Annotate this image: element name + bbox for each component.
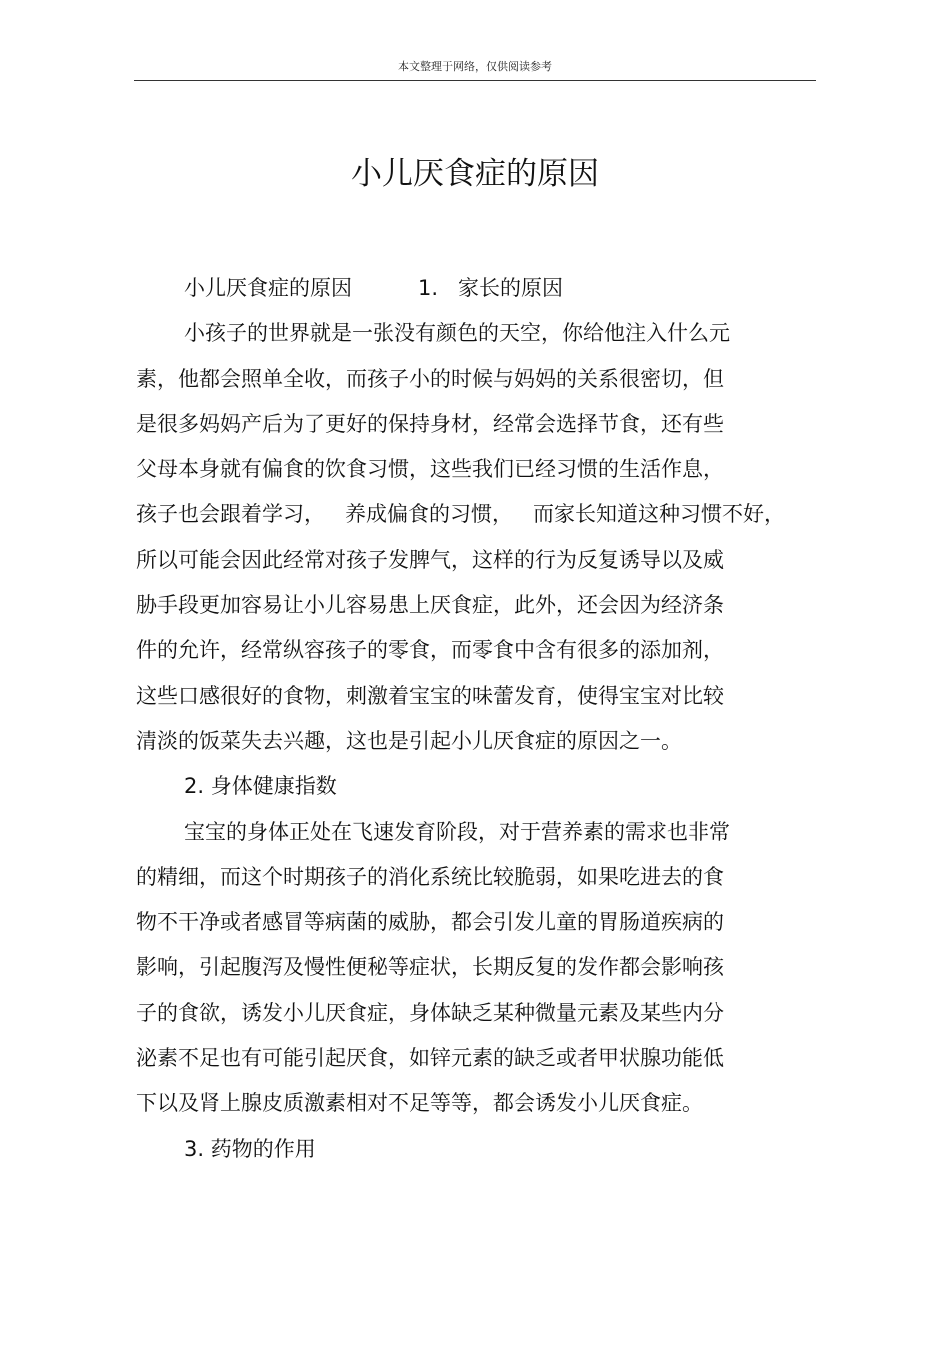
paragraph-line: 物不干净或者感冒等病菌的威胁，都会引发儿童的胃肠道疾病的 — [136, 910, 724, 935]
paragraph-line: 清淡的饭菜失去兴趣，这也是引起小儿厌食症的原因之一。 — [136, 728, 682, 753]
paragraph-line: 胁手段更加容易让小儿容易患上厌食症，此外，还会因为经济条 — [136, 593, 724, 618]
paragraph-line: 小孩子的世界就是一张没有颜色的天空，你给他注入什么元 — [184, 321, 730, 346]
document-body — [136, 266, 816, 1172]
section-heading-1: 家长的原因 — [458, 276, 564, 300]
paragraph-line: 影响，引起腹泻及慢性便秘等症状，长期反复的发作都会影响孩 — [136, 955, 724, 980]
line-segment: 而家长知道这种习惯不好， — [533, 502, 785, 527]
line-segment: 养成偏食的习惯， — [345, 502, 513, 527]
paragraph-line: 泌素不足也有可能引起厌食，如锌元素的缺乏或者甲状腺功能低 — [136, 1046, 724, 1071]
paragraph-line — [136, 492, 816, 537]
paragraph-line: 父母本身就有偏食的饮食习惯，这些我们已经习惯的生活作息， — [136, 457, 724, 482]
paragraph-line: 这些口感很好的食物，刺激着宝宝的味蕾发育，使得宝宝对比较 — [136, 683, 724, 708]
paragraph-line: 件的允许，经常纵容孩子的零食，而零食中含有很多的添加剂， — [136, 638, 724, 663]
paragraph-line: 素，他都会照单全收，而孩子小的时候与妈妈的关系很密切，但 — [136, 366, 724, 391]
header-note: 本文整理于网络，仅供阅读参考 — [398, 60, 552, 73]
paragraph-line: 宝宝的身体正处在飞速发育阶段，对于营养素的需求也非常 — [184, 819, 730, 844]
intro-lead: 小儿厌食症的原因 — [184, 276, 352, 300]
paragraph-line: 所以可能会因此经常对孩子发脾气，这样的行为反复诱导以及威 — [136, 547, 724, 572]
paragraph-line: 是很多妈妈产后为了更好的保持身材，经常会选择节食，还有些 — [136, 411, 724, 436]
section-number: 1. — [418, 276, 439, 300]
paragraph-line: 下以及肾上腺皮质激素相对不足等等，都会诱发小儿厌食症。 — [136, 1091, 703, 1116]
paragraph-line: 子的食欲，诱发小儿厌食症，身体缺乏某种微量元素及某些内分 — [136, 1000, 724, 1025]
section-heading-2: 2. 身体健康指数 — [184, 774, 337, 799]
section-heading-3: 3. 药物的作用 — [184, 1136, 316, 1161]
header-rule — [134, 80, 816, 81]
paragraph-line: 的精细，而这个时期孩子的消化系统比较脆弱，如果吃进去的食 — [136, 864, 724, 889]
document-title: 小儿厌食症的原因 — [351, 156, 599, 192]
intro-line — [136, 266, 816, 311]
line-segment: 孩子也会跟着学习， — [136, 502, 325, 527]
